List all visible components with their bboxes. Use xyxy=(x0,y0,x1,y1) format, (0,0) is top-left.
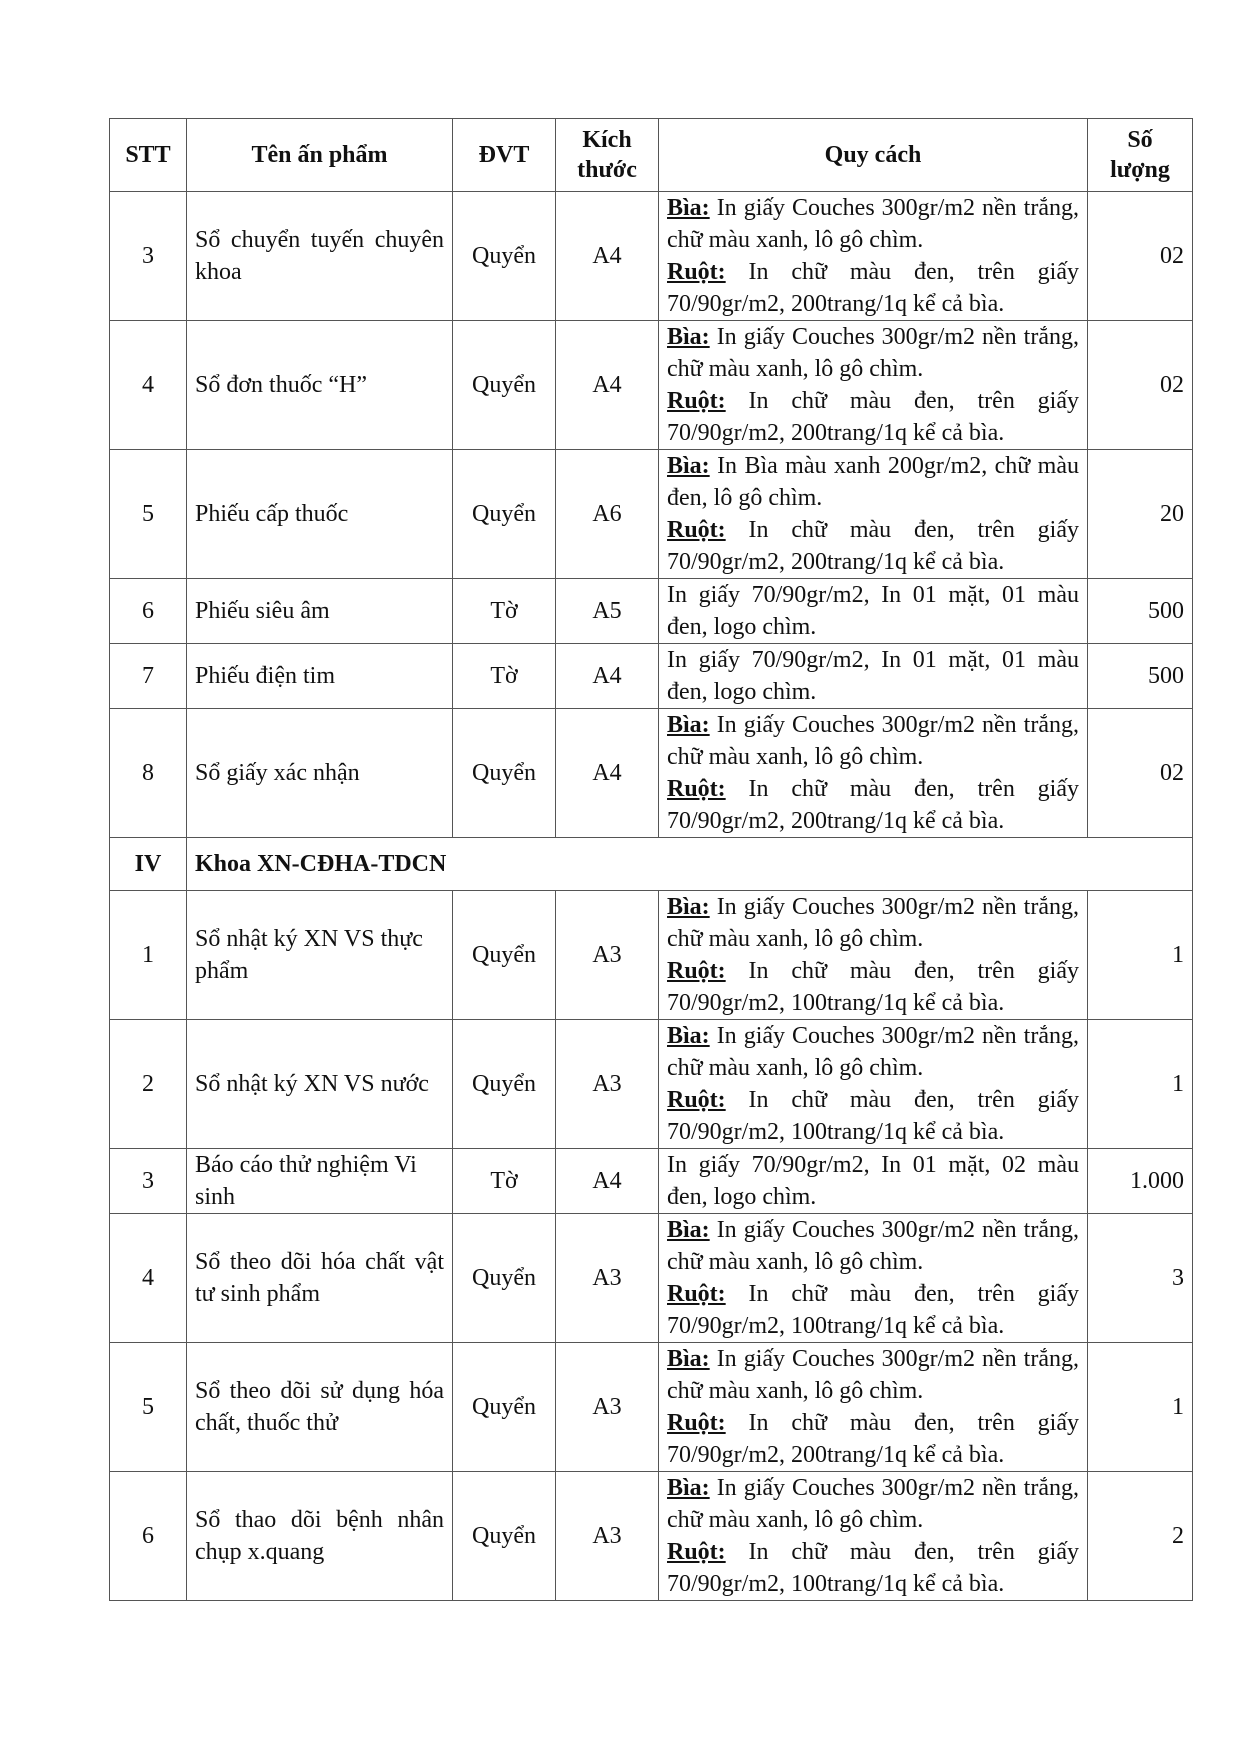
header-name: Tên ấn phẩm xyxy=(187,119,453,192)
cover-label: Bìa: xyxy=(667,1346,710,1372)
table-header-row xyxy=(110,119,1193,192)
row-unit: Quyển xyxy=(453,709,556,838)
row-stt: 4 xyxy=(110,321,187,450)
table-row xyxy=(110,644,1193,709)
print-items-table xyxy=(109,118,1193,1601)
row-name: Phiếu điện tim xyxy=(187,644,453,709)
row-name: Sổ nhật ký XN VS nước xyxy=(187,1020,453,1149)
table-row xyxy=(110,891,1193,1020)
row-size: A4 xyxy=(556,1149,659,1214)
cover-label: Bìa: xyxy=(667,1023,710,1049)
section-stt: IV xyxy=(110,838,187,891)
inner-label: Ruột: xyxy=(667,259,726,285)
cover-label: Bìa: xyxy=(667,195,710,221)
row-unit: Quyển xyxy=(453,192,556,321)
row-qty: 02 xyxy=(1088,709,1193,838)
row-qty: 500 xyxy=(1088,644,1193,709)
row-size: A4 xyxy=(556,644,659,709)
header-unit: ĐVT xyxy=(453,119,556,192)
inner-label: Ruột: xyxy=(667,1539,726,1565)
inner-label: Ruột: xyxy=(667,1087,726,1113)
table-row xyxy=(110,1472,1193,1601)
row-spec: Bìa: In giấy Couches 300gr/m2 nền trắng, chữ màu xanh, lô gô chìm. Ruột: In chữ màu đen, trên giấy 70/90gr/m2, 200trang/1q kể cả bìa. xyxy=(659,321,1088,450)
row-stt: 5 xyxy=(110,1343,187,1472)
cover-label: Bìa: xyxy=(667,453,710,479)
row-stt: 3 xyxy=(110,192,187,321)
row-unit: Quyển xyxy=(453,1020,556,1149)
row-spec: Bìa: In giấy Couches 300gr/m2 nền trắng, chữ màu xanh, lô gô chìm. Ruột: In chữ màu đen, trên giấy 70/90gr/m2, 100trang/1q kể cả bìa. xyxy=(659,891,1088,1020)
inner-label: Ruột: xyxy=(667,958,726,984)
row-unit: Quyển xyxy=(453,450,556,579)
row-qty: 2 xyxy=(1088,1472,1193,1601)
row-spec: Bìa: In giấy Couches 300gr/m2 nền trắng, chữ màu xanh, lô gô chìm. Ruột: In chữ màu đen, trên giấy 70/90gr/m2, 100trang/1q kể cả bìa. xyxy=(659,1214,1088,1343)
row-stt: 1 xyxy=(110,891,187,1020)
row-spec: Bìa: In giấy Couches 300gr/m2 nền trắng, chữ màu xanh, lô gô chìm. Ruột: In chữ màu đen, trên giấy 70/90gr/m2, 200trang/1q kể cả bìa. xyxy=(659,1343,1088,1472)
row-unit: Tờ xyxy=(453,1149,556,1214)
row-spec: Bìa: In giấy Couches 300gr/m2 nền trắng, chữ màu xanh, lô gô chìm. Ruột: In chữ màu đen, trên giấy 70/90gr/m2, 200trang/1q kể cả bìa. xyxy=(659,192,1088,321)
row-spec: Bìa: In giấy Couches 300gr/m2 nền trắng, chữ màu xanh, lô gô chìm. Ruột: In chữ màu đen, trên giấy 70/90gr/m2, 200trang/1q kể cả bìa. xyxy=(659,709,1088,838)
table-row xyxy=(110,1020,1193,1149)
table-row xyxy=(110,1149,1193,1214)
row-name: Sổ nhật ký XN VS thực phẩm xyxy=(187,891,453,1020)
row-size: A4 xyxy=(556,709,659,838)
cover-label: Bìa: xyxy=(667,894,710,920)
row-stt: 8 xyxy=(110,709,187,838)
row-qty: 500 xyxy=(1088,579,1193,644)
row-name: Sổ theo dõi hóa chất vật tư sinh phẩm xyxy=(187,1214,453,1343)
row-stt: 7 xyxy=(110,644,187,709)
header-spec: Quy cách xyxy=(659,119,1088,192)
cover-label: Bìa: xyxy=(667,324,710,350)
header-qty: Số lượng xyxy=(1088,119,1193,192)
row-spec: In giấy 70/90gr/m2, In 01 mặt, 01 màu đen, logo chìm. xyxy=(659,644,1088,709)
row-size: A3 xyxy=(556,891,659,1020)
table-row xyxy=(110,321,1193,450)
row-stt: 5 xyxy=(110,450,187,579)
row-unit: Quyển xyxy=(453,1343,556,1472)
row-spec: Bìa: In Bìa màu xanh 200gr/m2, chữ màu đen, lô gô chìm. Ruột: In chữ màu đen, trên giấy 70/90gr/m2, 200trang/1q kể cả bìa. xyxy=(659,450,1088,579)
row-unit: Tờ xyxy=(453,579,556,644)
row-spec: In giấy 70/90gr/m2, In 01 mặt, 01 màu đen, logo chìm. xyxy=(659,579,1088,644)
row-unit: Tờ xyxy=(453,644,556,709)
row-spec: Bìa: In giấy Couches 300gr/m2 nền trắng, chữ màu xanh, lô gô chìm. Ruột: In chữ màu đen, trên giấy 70/90gr/m2, 100trang/1q kể cả bìa. xyxy=(659,1020,1088,1149)
row-spec: Bìa: In giấy Couches 300gr/m2 nền trắng, chữ màu xanh, lô gô chìm. Ruột: In chữ màu đen, trên giấy 70/90gr/m2, 100trang/1q kể cả bìa. xyxy=(659,1472,1088,1601)
row-size: A3 xyxy=(556,1214,659,1343)
table-row xyxy=(110,1343,1193,1472)
row-size: A5 xyxy=(556,579,659,644)
row-unit: Quyển xyxy=(453,1214,556,1343)
row-unit: Quyển xyxy=(453,321,556,450)
cover-label: Bìa: xyxy=(667,1217,710,1243)
row-qty: 1 xyxy=(1088,1343,1193,1472)
row-name: Sổ đơn thuốc “H” xyxy=(187,321,453,450)
row-name: Sổ theo dõi sử dụng hóa chất, thuốc thử xyxy=(187,1343,453,1472)
cover-label: Bìa: xyxy=(667,1475,710,1501)
row-stt: 4 xyxy=(110,1214,187,1343)
row-name: Sổ chuyển tuyến chuyên khoa xyxy=(187,192,453,321)
row-stt: 2 xyxy=(110,1020,187,1149)
inner-label: Ruột: xyxy=(667,776,726,802)
row-size: A3 xyxy=(556,1343,659,1472)
inner-label: Ruột: xyxy=(667,388,726,414)
row-name: Phiếu cấp thuốc xyxy=(187,450,453,579)
section-title: Khoa XN-CĐHA-TDCN xyxy=(187,838,1193,891)
inner-label: Ruột: xyxy=(667,1281,726,1307)
row-size: A4 xyxy=(556,192,659,321)
table-row xyxy=(110,192,1193,321)
table-row xyxy=(110,579,1193,644)
row-qty: 02 xyxy=(1088,321,1193,450)
row-stt: 6 xyxy=(110,579,187,644)
row-name: Sổ thao dõi bệnh nhân chụp x.quang xyxy=(187,1472,453,1601)
row-qty: 1.000 xyxy=(1088,1149,1193,1214)
inner-label: Ruột: xyxy=(667,517,726,543)
row-qty: 02 xyxy=(1088,192,1193,321)
table-row xyxy=(110,1214,1193,1343)
table-row xyxy=(110,450,1193,579)
inner-label: Ruột: xyxy=(667,1410,726,1436)
row-name: Báo cáo thử nghiệm Vi sinh xyxy=(187,1149,453,1214)
cover-label: Bìa: xyxy=(667,712,710,738)
table-row xyxy=(110,709,1193,838)
row-size: A3 xyxy=(556,1472,659,1601)
row-qty: 1 xyxy=(1088,891,1193,1020)
row-qty: 20 xyxy=(1088,450,1193,579)
row-size: A3 xyxy=(556,1020,659,1149)
row-qty: 3 xyxy=(1088,1214,1193,1343)
section-header-row xyxy=(110,838,1193,891)
row-name: Phiếu siêu âm xyxy=(187,579,453,644)
row-stt: 6 xyxy=(110,1472,187,1601)
row-unit: Quyển xyxy=(453,1472,556,1601)
row-size: A6 xyxy=(556,450,659,579)
row-name: Sổ giấy xác nhận xyxy=(187,709,453,838)
header-stt: STT xyxy=(110,119,187,192)
header-size: Kích thước xyxy=(556,119,659,192)
row-size: A4 xyxy=(556,321,659,450)
row-qty: 1 xyxy=(1088,1020,1193,1149)
row-stt: 3 xyxy=(110,1149,187,1214)
row-spec: In giấy 70/90gr/m2, In 01 mặt, 02 màu đen, logo chìm. xyxy=(659,1149,1088,1214)
row-unit: Quyển xyxy=(453,891,556,1020)
